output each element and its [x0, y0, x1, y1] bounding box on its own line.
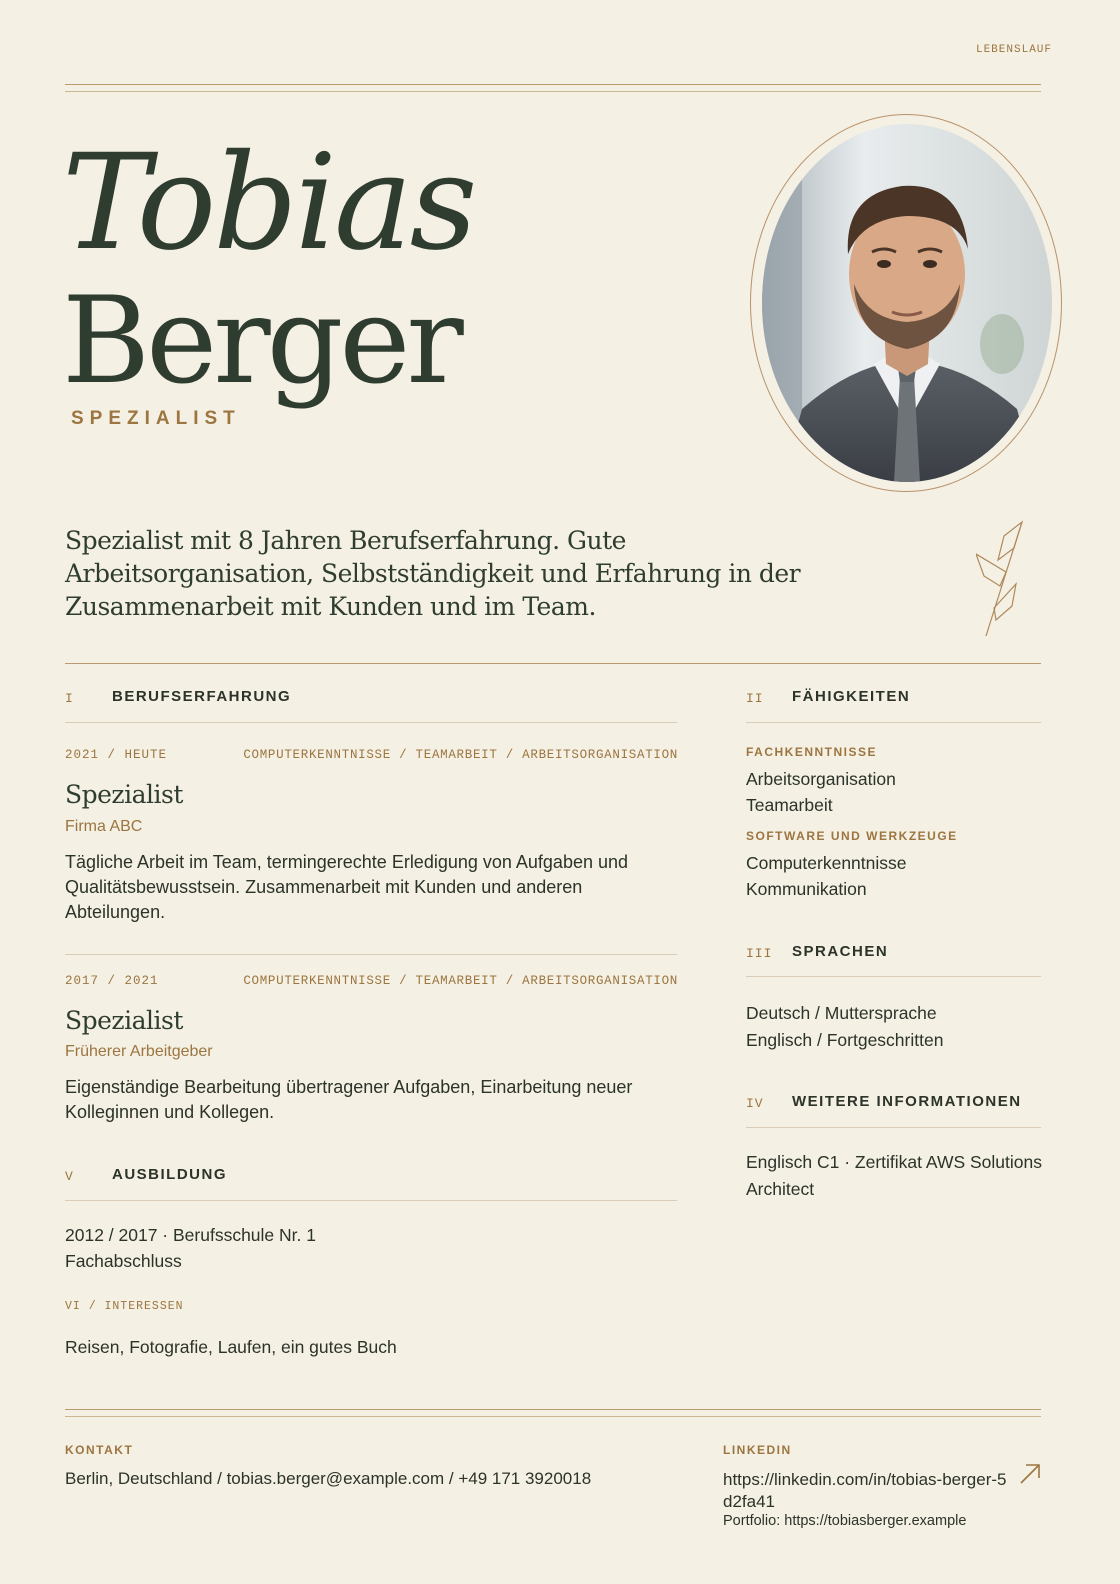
language-item: Deutsch / Muttersprache — [746, 1003, 937, 1023]
section-title-skills: FÄHIGKEITEN — [792, 688, 911, 705]
job-title: Spezialist — [65, 780, 183, 809]
linkedin-link[interactable]: https://linkedin.com/in/tobias-berger-5d2fa41 — [723, 1470, 1007, 1511]
job-period: 2017 / 2021 — [65, 974, 159, 988]
footer-rule-top — [65, 1409, 1041, 1410]
skill-item: Computerkenntnisse — [746, 853, 907, 873]
job-divider — [65, 954, 677, 955]
contact-text: Berlin, Deutschland / tobias.berger@example.com / +49 171 3920018 — [65, 1469, 592, 1488]
skill-item: Teamarbeit — [746, 795, 833, 815]
section-number: III — [746, 946, 773, 961]
skill-item: Arbeitsorganisation — [746, 769, 896, 789]
arrow-up-right-icon[interactable] — [1018, 1462, 1042, 1486]
section-number: I — [65, 691, 74, 706]
section-title-experience: BERUFSERFAHRUNG — [112, 688, 292, 705]
section-number: V — [65, 1169, 74, 1184]
summary-divider — [65, 663, 1041, 664]
section-title-education: AUSBILDUNG — [112, 1166, 227, 1183]
job-role: SPEZIALIST — [71, 408, 241, 429]
first-name: Tobias — [62, 126, 475, 280]
section-number: IV — [746, 1096, 764, 1111]
section-number: II — [746, 691, 764, 706]
job-period: 2021 / HEUTE — [65, 748, 168, 762]
portfolio-link[interactable]: Portfolio: https://tobiasberger.example — [723, 1513, 967, 1529]
portrait-illustration — [762, 124, 1052, 482]
skill-group-label: SOFTWARE UND WERKZEUGE — [746, 829, 958, 843]
job-company: Firma ABC — [65, 818, 143, 835]
education-line: 2012 / 2017 · Berufsschule Nr. 1 — [65, 1225, 316, 1245]
job-tags: COMPUTERKENNTNISSE / TEAMARBEIT / ARBEITSORGANISATION — [243, 974, 678, 988]
job-tags: COMPUTERKENNTNISSE / TEAMARBEIT / ARBEITSORGANISATION — [243, 748, 678, 762]
skill-item: Kommunikation — [746, 879, 867, 899]
section-title-languages: SPRACHEN — [792, 943, 889, 960]
interests-label: VI / INTERESSEN — [65, 1300, 184, 1313]
language-item: Englisch / Fortgeschritten — [746, 1030, 944, 1050]
linkedin-label: LINKEDIN — [723, 1443, 792, 1457]
job-description: Eigenständige Bearbeitung übertragener Aufgaben, Einarbeitung neuer Kolleginnen und Kollegen. — [65, 1077, 633, 1122]
profile-photo — [762, 124, 1052, 482]
job-company: Früherer Arbeitgeber — [65, 1043, 213, 1060]
contact-label: KONTAKT — [65, 1443, 134, 1457]
job-description: Tägliche Arbeit im Team, termingerechte Erledigung von Aufgaben und Qualitätsbewusstsein. Zusammenarbeit mit Kunden und anderen Abteilungen. — [65, 852, 629, 922]
document-label: LEBENSLAUF — [975, 44, 1052, 56]
header-rule-bottom — [65, 91, 1041, 92]
section-rule — [746, 722, 1041, 723]
header-rule-top — [65, 84, 1041, 85]
profile-summary: Spezialist mit 8 Jahren Berufserfahrung. Gute Arbeitsorganisation, Selbstständigkeit und Erfahrung in der Zusammenarbeit mit Kunden und im Team. — [65, 526, 801, 621]
footer-rule-bottom — [65, 1416, 1041, 1417]
education-degree: Fachabschluss — [65, 1251, 182, 1271]
section-title-more-info: WEITERE INFORMATIONEN — [792, 1093, 1022, 1110]
last-name: Berger — [62, 272, 460, 411]
section-rule — [65, 1200, 677, 1201]
section-rule — [746, 976, 1041, 977]
job-title: Spezialist — [65, 1006, 183, 1035]
section-rule — [65, 722, 677, 723]
skill-group-label: FACHKENNTNISSE — [746, 745, 878, 759]
leaf-branch-icon — [976, 520, 1036, 646]
more-info-text: Englisch C1 · Zertifikat AWS Solutions Architect — [746, 1152, 1042, 1199]
section-rule — [746, 1127, 1041, 1128]
interests-text: Reisen, Fotografie, Laufen, ein gutes Buch — [65, 1337, 397, 1357]
